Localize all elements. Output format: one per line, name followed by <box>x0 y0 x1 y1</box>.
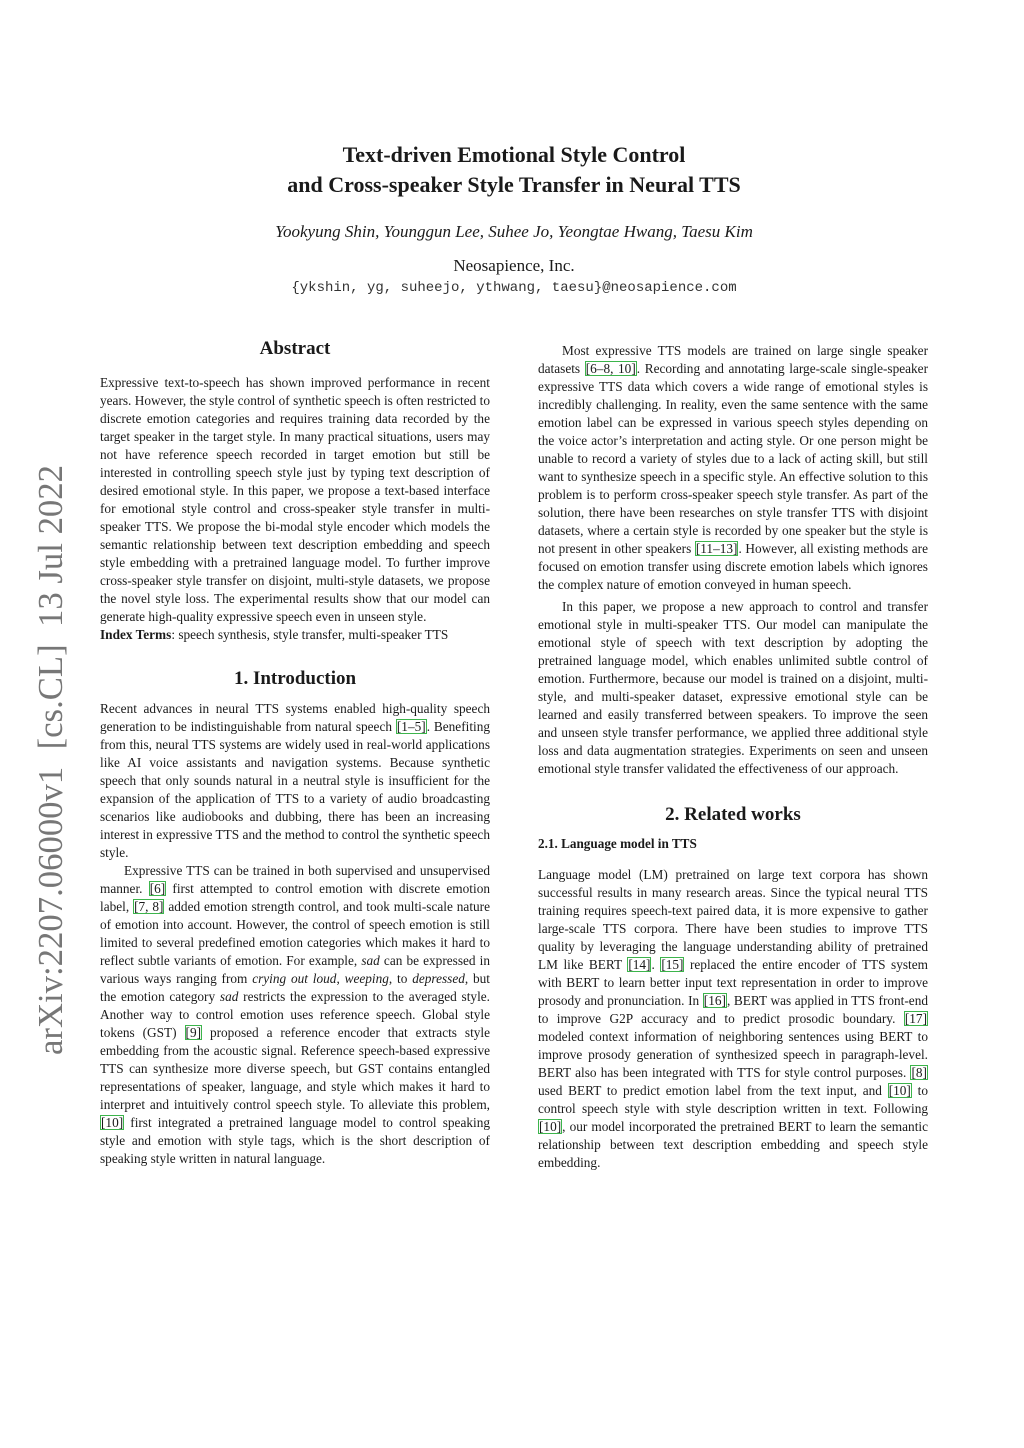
text-run: added emotion strength control, and took multi-scale nature of emotion into account. However, the control of speech emotion is still limited to several predefined emotion categories which makes it hard to reflect subtle variants of emotion. For example, <box>100 899 490 968</box>
citation-link[interactable]: [8] <box>911 1065 927 1080</box>
header <box>100 140 928 296</box>
citation-link[interactable]: [17] <box>904 1011 927 1026</box>
citation-link[interactable]: [9] <box>185 1025 202 1040</box>
text-run: to control speech style with style description written in text. Following <box>538 1083 929 1116</box>
text-run: can be expressed in various ways ranging from <box>100 953 490 986</box>
text-run: Most expressive TTS models are trained on large single speaker datasets <box>538 343 928 376</box>
citation-link[interactable]: [11–13] <box>695 541 738 556</box>
right-column <box>538 338 928 1172</box>
emphasis: sad <box>219 989 239 1004</box>
citation-link[interactable]: [10] <box>888 1083 911 1098</box>
index-terms-text: : speech synthesis, style transfer, multi-speaker TTS <box>171 627 449 642</box>
text-run: . Benefiting from this, neural TTS systems are widely used in real-world applications like AI voice assistants and navigation systems. Because synthetic speech that only sounds natural in a neutral style is insufficient for the expansion of the application of TTS to a variety of audio broadcasting scenarios like audiobooks and dubbing, there has been an increasing interest in expressive TTS and the method to control the synthetic speech style. <box>100 719 491 860</box>
abstract-text: Expressive text-to-speech has shown improved performance in recent years. However, the style control of synthetic speech is often restricted to discrete emotion categories and requires training data recorded by the target speaker in the target style. In many practical situations, users may not have reference speech recorded in target emotion but still be interested in controlling speech style just by typing text description of desired emotional style. In this paper, we propose a text-based interface for emotional style control and cross-speaker style transfer in multi-speaker TTS. We propose the bi-modal style encoder which models the semantic relationship between text description embedding and speech style embedding with a pretrained language model. To further improve cross-speaker style transfer on disjoint, multi-style datasets, we propose the novel style loss. The experimental results show that our model can generate high-quality expressive speech even in unseen style. <box>100 375 490 624</box>
text-run: used BERT to predict emotion label from the text input, and <box>538 1083 888 1098</box>
emphasis: depressed <box>412 971 465 986</box>
text-run: modeled context information of neighboring sentences using BERT to improve prosody generation of synthesized speech in paragraph-level. BERT also has been integrated with TTS for style control purposes. <box>538 1029 928 1080</box>
text-run: proposed a reference encoder that extracts style embedding from the acoustic signal. Reference speech-based expressive TTS can synthesize more diverse speech, but GST contains entangled representations of speaker, language, and style which makes it hard to interpret and intuitively control speech style. To alleviate this problem, <box>100 1025 491 1112</box>
introduction-heading: 1. Introduction <box>233 668 357 689</box>
title-line-2: and Cross-speaker Style Transfer in Neural TTS <box>287 172 741 197</box>
language-model-subheading: 2.1. Language model in TTS <box>538 836 697 851</box>
text-run: , BERT was applied in TTS front-end to improve G2P accuracy and to predict prosodic boundary. <box>538 993 928 1026</box>
related-works-heading: 2. Related works <box>665 804 801 825</box>
text-run: , but the emotion category <box>100 971 491 1004</box>
citation-link[interactable]: [10] <box>539 1119 562 1134</box>
intro-paragraph-1 <box>100 700 490 862</box>
text-run: . <box>651 957 661 972</box>
emphasis: crying out loud <box>252 971 337 986</box>
citation-link[interactable]: [7, 8] <box>134 899 164 914</box>
text-run: restricts the expression to the averaged style. Another way to control emotion uses reference speech. Global style tokens (GST) <box>100 989 490 1040</box>
text-run: Language model (LM) pretrained on large text corpora has shown successful results in many research areas. Since the typical neural TTS training requires speech-text paired data, it is more expensive to gather large-scale TTS corpora. There have been studies to improve TTS quality by leveraging the language understanding ability of pretrained LM like BERT <box>538 867 928 972</box>
arxiv-stamp-text: arXiv:2207.06000v1 [cs.CL] 13 Jul 2022 <box>31 460 70 1055</box>
emphasis: sad <box>361 953 380 968</box>
arxiv-stamp <box>4 460 84 1060</box>
left-column <box>100 338 490 1168</box>
text-run: first integrated a pretrained language model to control speaking style and emotion with style tags, which is the short description of speaking style written in natural language. <box>100 1115 490 1166</box>
intro-paragraph-4: In this paper, we propose a new approach to control and transfer emotional style in multi-speaker TTS. Our model can manipulate the emotional style of speech with text description by adopting the pretrained language model, which enables unlimited subtle control of emotion. Furthermore, because our model is trained on a disjoint, multi-style, and multi-speaker dataset, expressive emotional style can be learned and easily transferred between speakers. To improve the seen and unseen style transfer performance, we applied three additional style loss and data augmentation strategies. Experiments on seen and unseen emotional style transfer validated the effectiveness of our approach. <box>538 599 928 776</box>
index-terms-label: Index Terms <box>100 627 172 642</box>
abstract-heading: Abstract <box>259 338 331 359</box>
authors: Yookyung Shin, Younggun Lee, Suhee Jo, Yeongtae Hwang, Taesu Kim <box>275 222 753 241</box>
intro-paragraph-2 <box>100 862 490 1168</box>
citation-link[interactable]: [6–8, 10] <box>585 361 636 376</box>
citation-link[interactable]: [10] <box>101 1115 124 1130</box>
text-run: . Recording and annotating large-scale single-speaker expressive TTS data which covers a wide range of emotional styles is incredibly challenging. In reality, even the same sentence with the same emotion label can be expressed in various speech styles depending on the voice actor’s interpretation and acting style. Or one person might be unable to record a variety of styles due to a lack of acting skill, but still want to synthesize speech in a specific style. An effective solution to this problem is to perform cross-speaker speech style transfer. As part of the solution, there have been researches on style transfer TTS with disjoint datasets, where a certain style is recorded by one speaker but the style is not present in other speakers <box>538 361 929 556</box>
text-run: first attempted to control emotion with discrete emotion label, <box>100 881 490 914</box>
text-run: , our model incorporated the pretrained BERT to learn the semantic relationship between text description embedding and speech style embedding. <box>538 1119 928 1170</box>
text-run: , <box>336 971 345 986</box>
emphasis: weeping <box>344 971 389 986</box>
paper-title <box>100 140 928 200</box>
citation-link[interactable]: [14] <box>628 957 651 972</box>
citation-link[interactable]: [15] <box>661 957 684 972</box>
text-run: replaced the entire encoder of TTS system with BERT to learn better input text representation in order to improve prosody and pronunciation. In <box>538 957 928 1008</box>
text-run: . However, all existing methods are focused on emotion transfer using discrete emotion labels which ignores the complex nature of emotion conveyed in human speech. <box>538 541 928 592</box>
citation-link[interactable]: [16] <box>703 993 726 1008</box>
related-works-paragraph <box>538 866 928 1172</box>
text-run: Recent advances in neural TTS systems enabled high-quality speech generation to be indistinguishable from natural speech <box>100 701 490 734</box>
emails: {ykshin, yg, suheejo, ythwang, taesu}@neosapience.com <box>291 280 737 296</box>
citation-link[interactable]: [1–5] <box>396 719 426 734</box>
index-terms <box>100 626 490 644</box>
intro-paragraph-3 <box>538 342 928 594</box>
text-run: Expressive TTS can be trained in both supervised and unsupervised manner. <box>100 863 490 896</box>
title-line-1: Text-driven Emotional Style Control <box>342 142 686 167</box>
affiliation: Neosapience, Inc. <box>453 256 575 275</box>
text-run: , to <box>388 971 413 986</box>
citation-link[interactable]: [6] <box>149 881 166 896</box>
